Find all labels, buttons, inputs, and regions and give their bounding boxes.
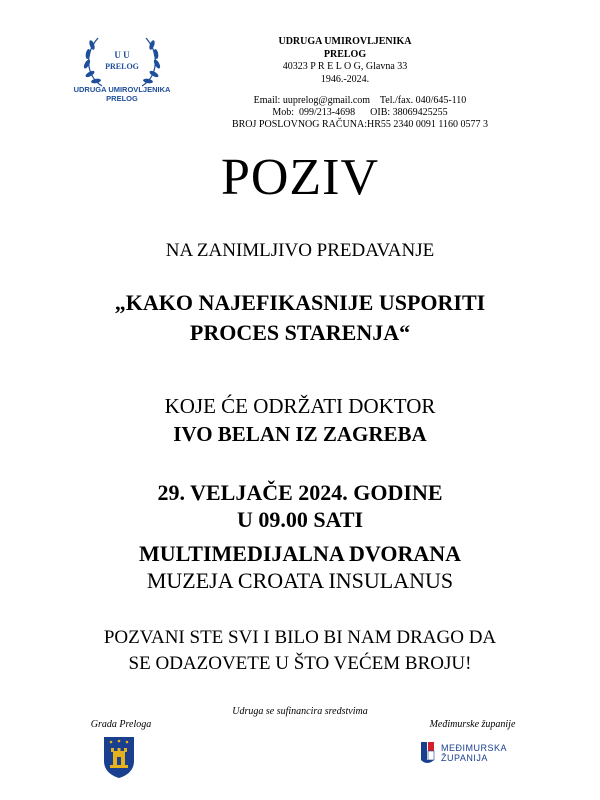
page-title: POZIV xyxy=(220,149,380,206)
lecture-title-line1: „KAKO NAJEFIKASNIJE USPORITI xyxy=(114,290,486,315)
funding-note: Udruga se sufinancira sredstvima xyxy=(232,706,368,717)
speaker-name: IVO BELAN IZ ZAGREBA xyxy=(173,422,427,446)
county-logo-line1: MEĐIMURSKA xyxy=(441,743,508,753)
venue-line2: MUZEJA CROATA INSULANUS xyxy=(146,568,454,593)
city-sponsor-label: Grada Preloga xyxy=(90,719,152,730)
bank-account-line: BROJ POSLOVNOG RAČUNA:HR55 2340 0091 1160 0577 3 xyxy=(231,119,489,130)
event-time: U 09.00 SATI xyxy=(236,507,364,532)
contact-block xyxy=(205,95,515,131)
venue-line1: MULTIMEDIJALNA DVORANA xyxy=(138,541,462,566)
invitation-line1: POZVANI STE SVI I BILO BI NAM DRAGO DA xyxy=(103,627,497,648)
lecture-title xyxy=(0,288,600,348)
logo-caption-line2: PRELOG xyxy=(106,94,138,103)
speaker-intro: KOJE ĆE ODRŽATI DOKTOR xyxy=(164,394,436,418)
org-address: 40323 P R E L O G, Glavna 33 xyxy=(282,61,408,72)
county-sponsor-label: Međimurske županije xyxy=(429,719,516,730)
org-address-block xyxy=(245,36,445,86)
org-years: 1946.-2024. xyxy=(320,73,370,85)
mobile-oib-line: Mob: 099/213-4698 OIB: 38069425255 xyxy=(272,107,448,118)
org-name-line1: UDRUGA UMIROVLJENIKA xyxy=(278,36,412,47)
logo-text-prelog: PRELOG xyxy=(105,62,139,71)
logo-text-uu: U U xyxy=(114,50,130,60)
event-date: 29. VELJAČE 2024. GODINE xyxy=(157,480,443,505)
invitation-line2: SE ODAZOVETE U ŠTO VEĆEM BROJU! xyxy=(128,653,472,674)
subtitle: NA ZANIMLJIVO PREDAVANJE xyxy=(165,240,435,261)
lecture-title-line2: PROCES STARENJA“ xyxy=(189,320,411,345)
email-phone-line: Email: uuprelog@gmail.com Tel./fax. 040/645-110 xyxy=(253,95,467,106)
logo-caption-line1: UDRUGA UMIROVLJENIKA xyxy=(73,85,171,94)
org-name-line2: PRELOG xyxy=(323,48,367,60)
county-logo-line2: ŽUPANIJA xyxy=(441,753,488,763)
prelog-coat-of-arms-icon xyxy=(102,735,136,779)
logo-caption xyxy=(62,85,182,103)
county-logo-text xyxy=(441,743,507,763)
invitation-text xyxy=(0,625,600,677)
